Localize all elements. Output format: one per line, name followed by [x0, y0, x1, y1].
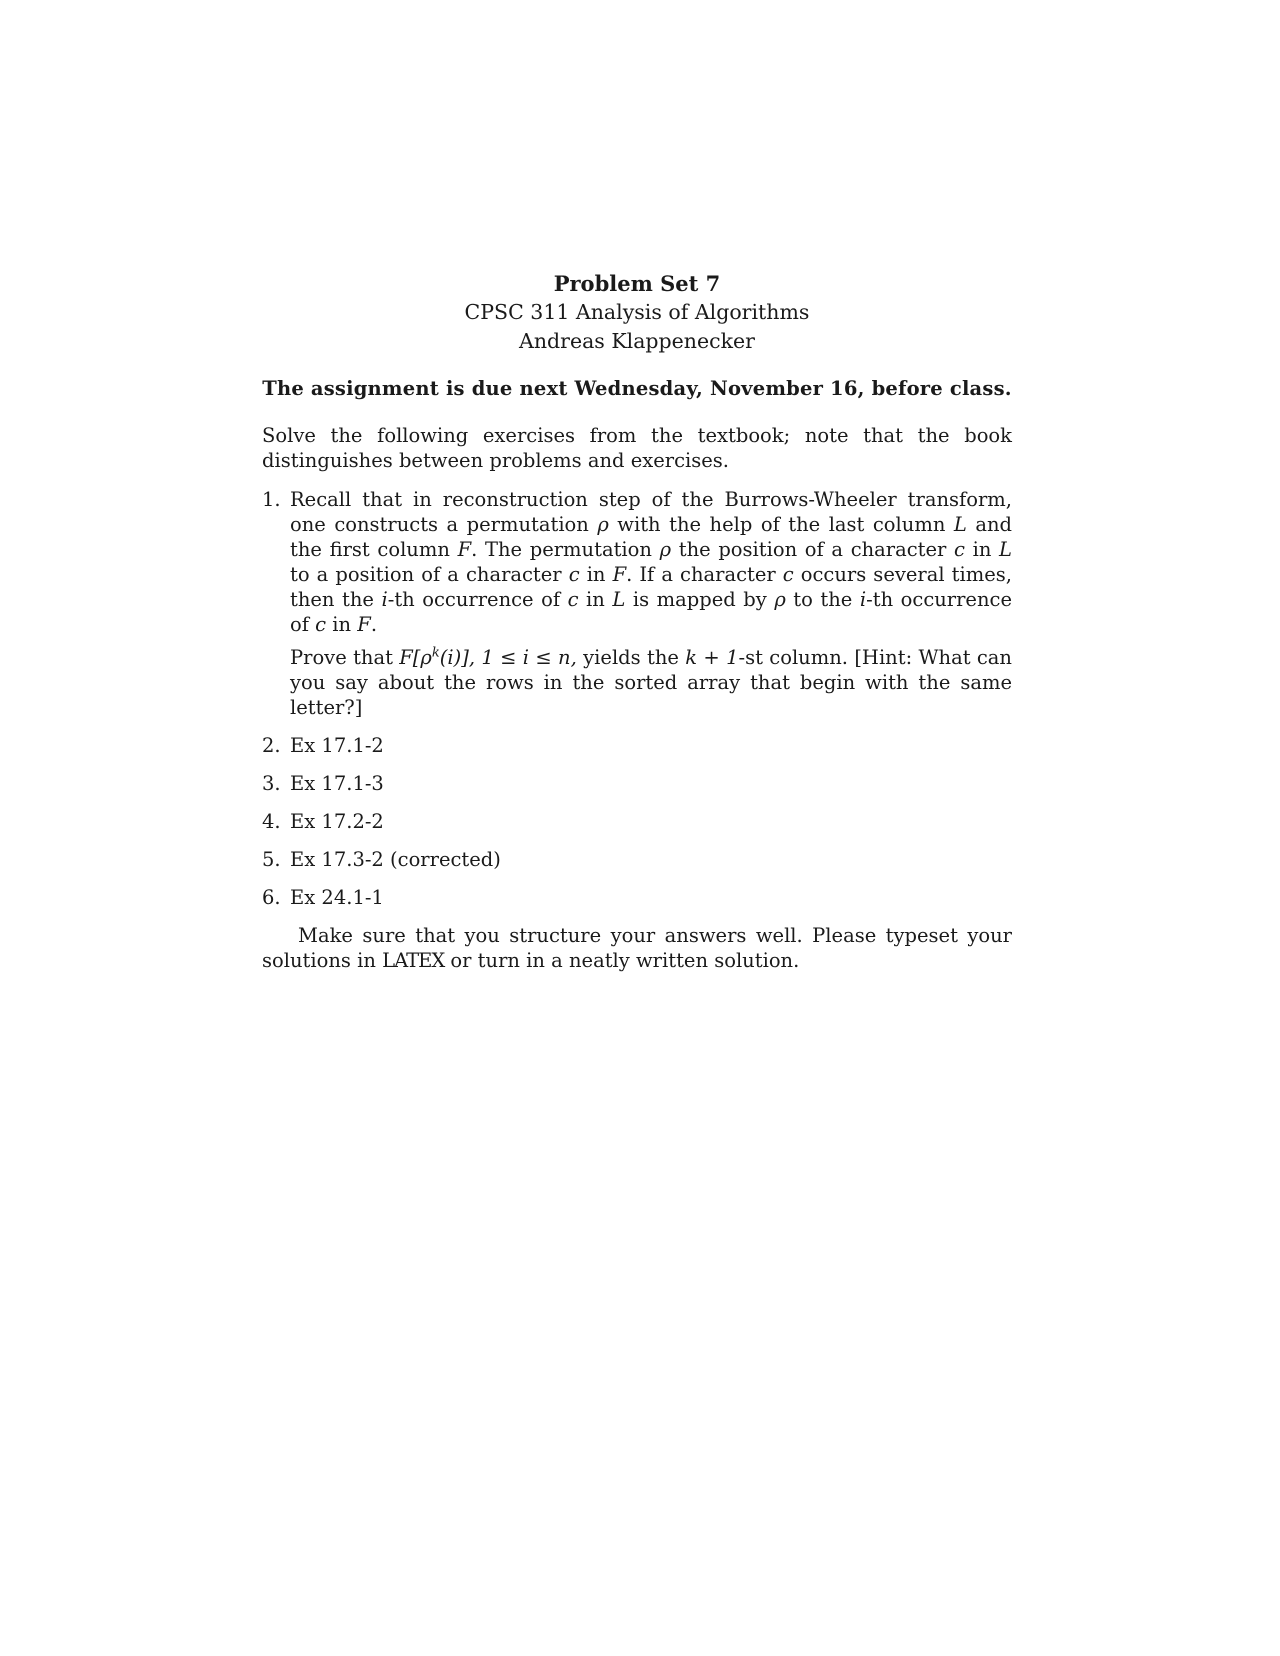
item-number: 1.	[262, 488, 281, 511]
item-label: Ex 17.1-3	[290, 772, 384, 795]
intro-paragraph: Solve the following exercises from the textbook; note that the book distinguishes between problems and exercises.	[262, 424, 1012, 472]
item-number: 5.	[262, 848, 281, 871]
item-number: 2.	[262, 734, 281, 757]
course-name: CPSC 311 Analysis of Algorithms	[464, 300, 810, 324]
list-item	[262, 885, 1012, 910]
list-item	[262, 771, 1012, 796]
page-title: Problem Set 7	[553, 271, 721, 296]
author-name: Andreas Klappenecker	[519, 329, 755, 353]
item-number: 3.	[262, 772, 281, 795]
item-label: Ex 17.2-2	[290, 810, 384, 833]
item1-paragraph-2: Prove that $F[\rho^k(i)]$, 1 ≤ i ≤ n, yields the k + 1-st column. [Hint: What can you say about the rows in the sorted array that begin with the same letter?]	[290, 645, 1012, 719]
exercise-list	[262, 487, 1012, 910]
item-label: Ex 24.1-1	[290, 886, 384, 909]
list-item	[262, 809, 1012, 834]
due-notice: The assignment is due next Wednesday, November 16, before class.	[262, 377, 1012, 400]
document-page	[262, 270, 1012, 973]
list-item	[262, 733, 1012, 758]
item-number: 6.	[262, 886, 281, 909]
latex-logo: LATEX	[382, 949, 445, 972]
item-label: Ex 17.1-2	[290, 734, 384, 757]
closing-paragraph: Make sure that you structure your answers well. Please typeset your solutions in LATEX or turn in a neatly written solution.	[262, 924, 1012, 972]
item-label: Ex 17.3-2 (corrected)	[290, 848, 501, 871]
item-number: 4.	[262, 810, 281, 833]
list-item	[262, 487, 1012, 720]
list-item	[262, 847, 1012, 872]
item1-paragraph-1: Recall that in reconstruction step of the Burrows-Wheeler transform, one constructs a permutation ρ with the help of the last column L and the first column F. The permutation ρ the position of a character c in L to a position of a character c in F. If a character c occurs several times, then the i-th occurrence of c in L is mapped by ρ to the i-th occurrence of c in F.	[290, 488, 1012, 636]
